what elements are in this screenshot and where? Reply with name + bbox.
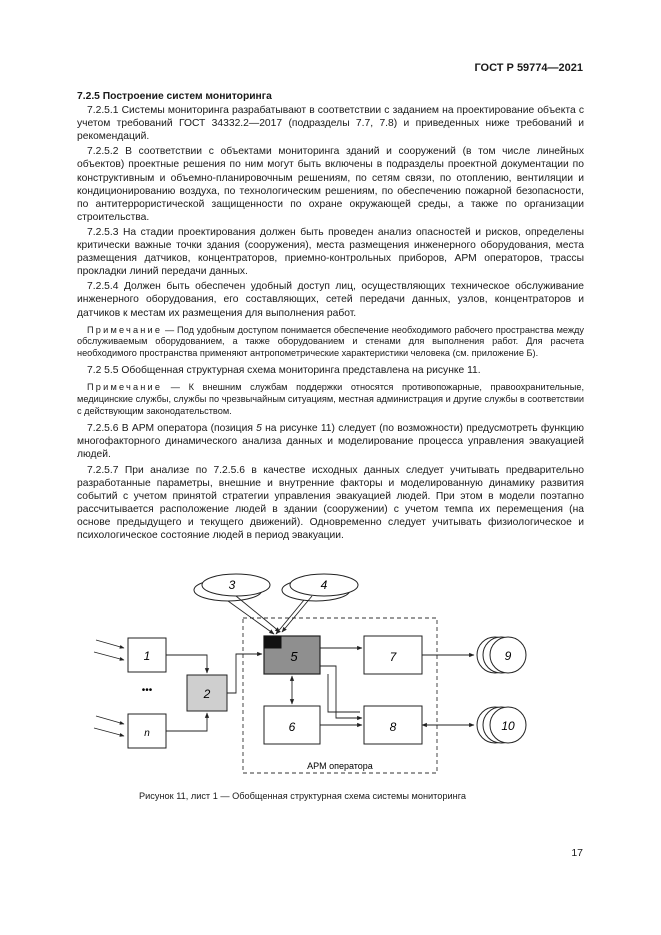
label-5: 5 xyxy=(290,649,298,664)
paragraph-7-2-5-3: 7.2.5.3 На стадии проектирования должен быть проведен анализ опасностей и рисков, определены критически важные точки здания (сооружения), места размещения инженерного оборудования, места размещения датчиков, концентраторов, приемно-контрольных приборов, АРМ операторов, трассы прокладки линий передачи данных. xyxy=(77,226,584,278)
note-1-label: Примечание xyxy=(87,324,163,335)
paragraph-7-2-5-6-part-a: 7.2.5.6 В АРМ оператора (позиция xyxy=(87,423,257,435)
section-body xyxy=(77,90,584,544)
label-3: 3 xyxy=(228,578,236,592)
external-service-3 xyxy=(194,574,270,601)
external-service-4 xyxy=(282,574,358,601)
operator-frame-label: АРМ оператора xyxy=(307,761,373,771)
note-1-text: — Под удобным доступом понимается обеспечение необходимого рабочего пространства между обслуживаемым оборудованием, а также оборудованием и стенами для выполнения работ. Для расчета необходимого пространства применяют антропометрические характеристики человека (см. приложение Б). xyxy=(77,324,584,358)
paragraph-7-2-5-7: 7.2.5.7 При анализе по 7.2.5.6 в качестве исходных данных следует учитывать предварительно разработанные параметры, внешние и внутренние факторы и моделированную динамику развития событий с учетом принятой стратегии управления эвакуацией людей. При этом в модели поэтапно рассчитывается расположение людей в здании (сооружении) с учетом темпа их перемещения (на основе предыдущего и текущего движений). Одновременно следует учитывать физиологическое и психологическое состояние людей в период эвакуации. xyxy=(77,464,584,541)
paragraph-7-2-5-6 xyxy=(77,422,584,461)
page-number: 17 xyxy=(571,847,583,859)
label-7: 7 xyxy=(389,650,397,664)
sensors-ellipsis: ••• xyxy=(141,685,153,696)
sensor-n xyxy=(128,714,166,748)
concentrator-2 xyxy=(187,675,227,711)
note-2-text: — К внешним службам поддержки относятся противопожарные, правоохранительные, медицинские службы, службы по чрезвычайным ситуациям, местная администрация и другие службы в соответствии с действующим законодательством. xyxy=(77,382,584,416)
external-service-10 xyxy=(477,707,526,743)
block-8 xyxy=(364,706,422,744)
document-code: ГОСТ Р 59774—2021 xyxy=(474,62,583,74)
note-2 xyxy=(77,382,584,417)
operator-workstation-5 xyxy=(264,636,320,674)
paragraph-7-2-5-4: 7.2.5.4 Должен быть обеспечен удобный доступ лиц, осуществляющих техническое обслуживание инженерного оборудования, его составляющих, сетей передачи данных, узлов, концентраторов и датчиков к местам их размещения для выполнения работ. xyxy=(77,281,584,319)
paragraph-7-2-5-5: 7.2 5.5 Обобщенная структурная схема мониторинга представлена на рисунке 11. xyxy=(87,365,481,377)
block-7 xyxy=(364,636,422,674)
note-1 xyxy=(77,325,584,360)
paragraph-7-2-5-1: 7.2.5.1 Системы мониторинга разрабатывают в соответствии с заданием на проектирование объекта с учетом требований ГОСТ 34332.2—2017 (подразделы 7.7, 7.8) и приведенных ниже требований и рекомендаций. xyxy=(77,105,584,143)
external-service-9 xyxy=(477,637,526,673)
label-10: 10 xyxy=(501,719,515,733)
label-4: 4 xyxy=(320,578,328,592)
label-n: n xyxy=(144,728,150,739)
label-2: 2 xyxy=(203,687,211,701)
section-heading: 7.2.5 Построение систем мониторинга xyxy=(77,91,272,102)
label-1: 1 xyxy=(143,649,151,663)
label-6: 6 xyxy=(288,720,296,734)
note-2-label: Примечание xyxy=(87,382,163,393)
label-9: 9 xyxy=(504,649,512,663)
block-6 xyxy=(264,706,320,744)
label-8: 8 xyxy=(389,720,397,734)
paragraph-7-2-5-2: 7.2.5.2 В соответствии с объектами мониторинга зданий и сооружений (в том числе линейных объектов) проектные решения по ним могут быть включены в подразделы проектной документации по конструктивным и объемно-планировочным решениям, по сетям связи, по отоплению, вентиляции и кондиционированию воздуха, по технологическим решениям, по обеспечению пожарной безопасности, по антитеррористической защищенности по охране окружающей среды, а также по организации строительства. xyxy=(77,146,584,223)
paragraph-7-2-5-6-position: 5 xyxy=(256,423,262,435)
figure-caption: Рисунок 11, лист 1 — Обобщенная структурная схема системы мониторинга xyxy=(139,791,466,801)
structure-diagram xyxy=(90,572,515,787)
paragraph-7-2-5-6-part-b: на рисунке 11) следует (по возможности) предусмотреть функцию многофакторного динамического анализа данных и моделирование процесса управления эвакуацией людей. xyxy=(77,423,584,461)
sensor-1 xyxy=(128,638,166,672)
